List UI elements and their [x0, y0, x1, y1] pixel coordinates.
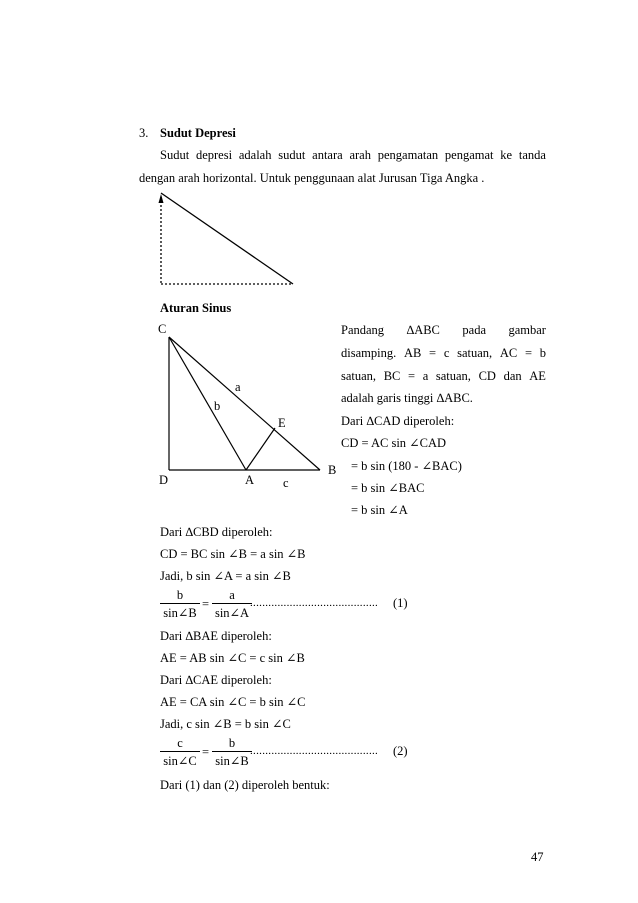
word: c: [443, 346, 450, 360]
body-line-6: Dari ∆CAE diperoleh:: [160, 673, 272, 687]
word: =: [408, 369, 416, 383]
label-a: a: [235, 380, 241, 394]
label-D: D: [159, 473, 169, 487]
label-B: B: [328, 463, 337, 477]
word: tanda: [518, 148, 546, 162]
eq1-right-fraction: $\frac{a}{\sin\angle A}$: [212, 588, 252, 621]
word: depresi: [195, 148, 233, 162]
word: =: [429, 346, 437, 360]
right-text-line-7: = b sin (180 - ∠BAC): [351, 459, 462, 473]
right-text-line-3: [341, 369, 546, 384]
word: sudut: [278, 148, 306, 162]
word: Pandang: [341, 323, 385, 337]
eq2-dots: ..........................................: [250, 745, 379, 757]
right-text-line-9: = b sin ∠A: [351, 503, 408, 517]
depression-figure: [159, 193, 294, 284]
word: BC: [383, 369, 401, 383]
aturan-sinus-title: Aturan Sinus: [160, 301, 232, 315]
word: AC: [499, 346, 518, 360]
word: a: [422, 369, 429, 383]
eq2-label: (2): [393, 744, 408, 758]
label-b: b: [214, 399, 221, 413]
section-number: 3.: [139, 126, 149, 140]
label-c: c: [283, 476, 289, 490]
body-line-9: Dari (1) dan (2) diperoleh bentuk:: [160, 778, 330, 792]
body-line-8: Jadi, c sin ∠B = b sin ∠C: [160, 717, 291, 731]
word: pengamat: [444, 148, 494, 162]
eq1-label: (1): [393, 596, 408, 610]
word: antara: [312, 148, 343, 162]
word: satuan,: [341, 369, 377, 383]
word: AE: [529, 369, 546, 383]
body-line-2: CD = BC sin ∠B = a sin ∠B: [160, 547, 306, 561]
label-E: E: [278, 416, 286, 430]
paragraph-line-2: dengan arah horizontal. Untuk penggunaan alat Jurusan Tiga Angka .: [139, 171, 485, 185]
eq2-right-fraction: $\frac{b}{\sin\angle B}$: [212, 736, 252, 769]
word: =: [524, 346, 533, 360]
eq1-left-fraction: $\frac{b}{\sin\angle B}$: [160, 588, 200, 621]
body-line-4: Dari ∆BAE diperoleh:: [160, 629, 272, 643]
word: pengamatan: [377, 148, 439, 162]
body-line-3: Jadi, b sin ∠A = a sin ∠B: [160, 569, 291, 583]
label-C: C: [158, 322, 167, 336]
word: arah: [349, 148, 371, 162]
word: Sudut: [160, 148, 190, 162]
label-A: A: [245, 473, 255, 487]
body-line-5: AE = AB sin ∠C = c sin ∠B: [160, 651, 305, 665]
right-text-line-8: = b sin ∠BAC: [351, 481, 425, 495]
right-text-line-2: [341, 346, 546, 361]
right-text-line-6: CD = AC sin ∠CAD: [341, 436, 447, 450]
eq2-left-fraction: $\frac{c}{\sin\angle C}$: [160, 736, 200, 769]
word: pada: [462, 323, 486, 337]
right-text-line-5: Dari ∆CAD diperoleh:: [341, 414, 455, 428]
word: satuan,: [457, 346, 493, 360]
word: adalah: [238, 148, 272, 162]
eq2-equals: =: [202, 745, 210, 759]
right-text-line-4: adalah garis tinggi ∆ABC.: [341, 391, 473, 405]
eq1-equals: =: [202, 597, 210, 611]
word: CD: [478, 369, 496, 383]
word: gambar: [508, 323, 546, 337]
word: b: [539, 346, 546, 360]
word: ke: [500, 148, 513, 162]
word: dan: [503, 369, 522, 383]
word: satuan,: [435, 369, 471, 383]
right-text-line-1: [341, 323, 546, 338]
word: disamping.: [341, 346, 397, 360]
body-line-7: AE = CA sin ∠C = b sin ∠C: [160, 695, 306, 709]
section-title: Sudut Depresi: [160, 126, 236, 140]
eq1-dots: ..........................................: [250, 597, 379, 609]
page-number: 47: [531, 850, 544, 864]
body-line-1: Dari ∆CBD diperoleh:: [160, 525, 273, 539]
word: AB: [403, 346, 422, 360]
word: ∆ABC: [406, 323, 440, 337]
triangle-figure: [169, 337, 320, 470]
